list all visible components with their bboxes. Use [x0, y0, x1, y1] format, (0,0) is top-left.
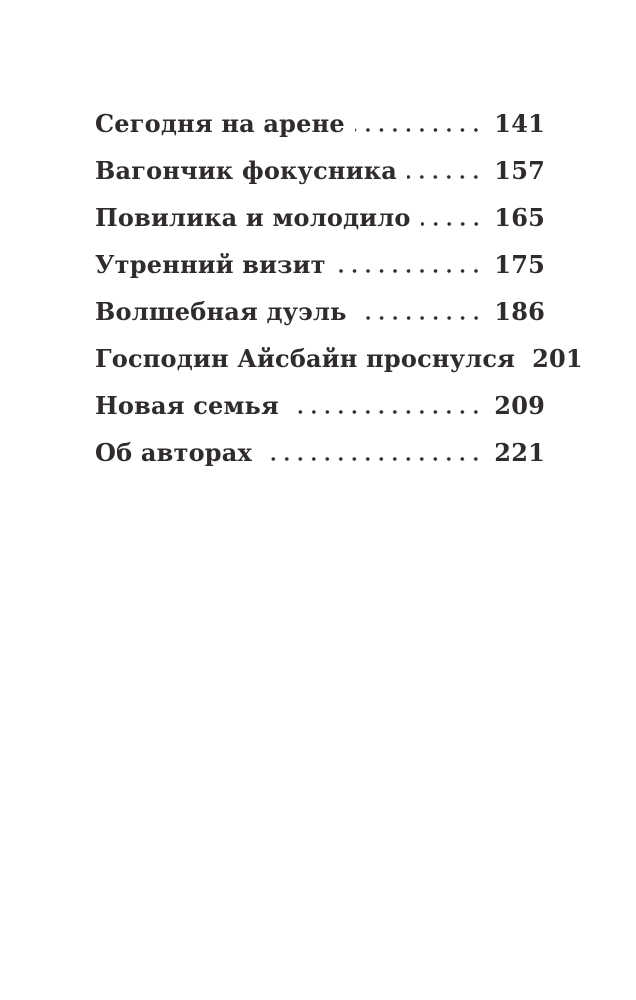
chapter-title: Об авторах [95, 438, 253, 467]
dot-leader [421, 222, 488, 226]
chapter-title: Повилика и молодило [95, 203, 411, 232]
dot-leader [289, 410, 487, 414]
page-number: 141 [494, 109, 545, 138]
dot-leader [336, 269, 488, 273]
page-number: 175 [494, 250, 545, 279]
page-number: 209 [494, 391, 545, 420]
chapter-title: Волшебная дуэль [95, 297, 347, 326]
chapter-title: Вагончик фокусника [95, 156, 397, 185]
page-number: 157 [494, 156, 545, 185]
page-number: 165 [494, 203, 545, 232]
chapter-title: Новая семья [95, 391, 279, 420]
toc-entry [95, 250, 545, 279]
dot-leader [262, 457, 487, 461]
chapter-title: Сегодня на арене [95, 109, 345, 138]
toc-entry [95, 438, 545, 467]
page-number: 221 [494, 438, 545, 467]
toc-entry [95, 297, 545, 326]
chapter-title: Господин Айсбайн проснулся [95, 344, 516, 373]
chapter-title: Утренний визит [95, 250, 326, 279]
page-number: 201 [532, 344, 583, 373]
toc-entry [95, 203, 545, 232]
dot-leader [355, 128, 487, 132]
toc-entry [95, 344, 583, 373]
toc-entry [95, 156, 545, 185]
dot-leader [357, 316, 488, 320]
table-of-contents [95, 109, 583, 488]
toc-entry [95, 391, 545, 420]
toc-entry [95, 109, 545, 138]
dot-leader [407, 175, 487, 179]
page-number: 186 [494, 297, 545, 326]
